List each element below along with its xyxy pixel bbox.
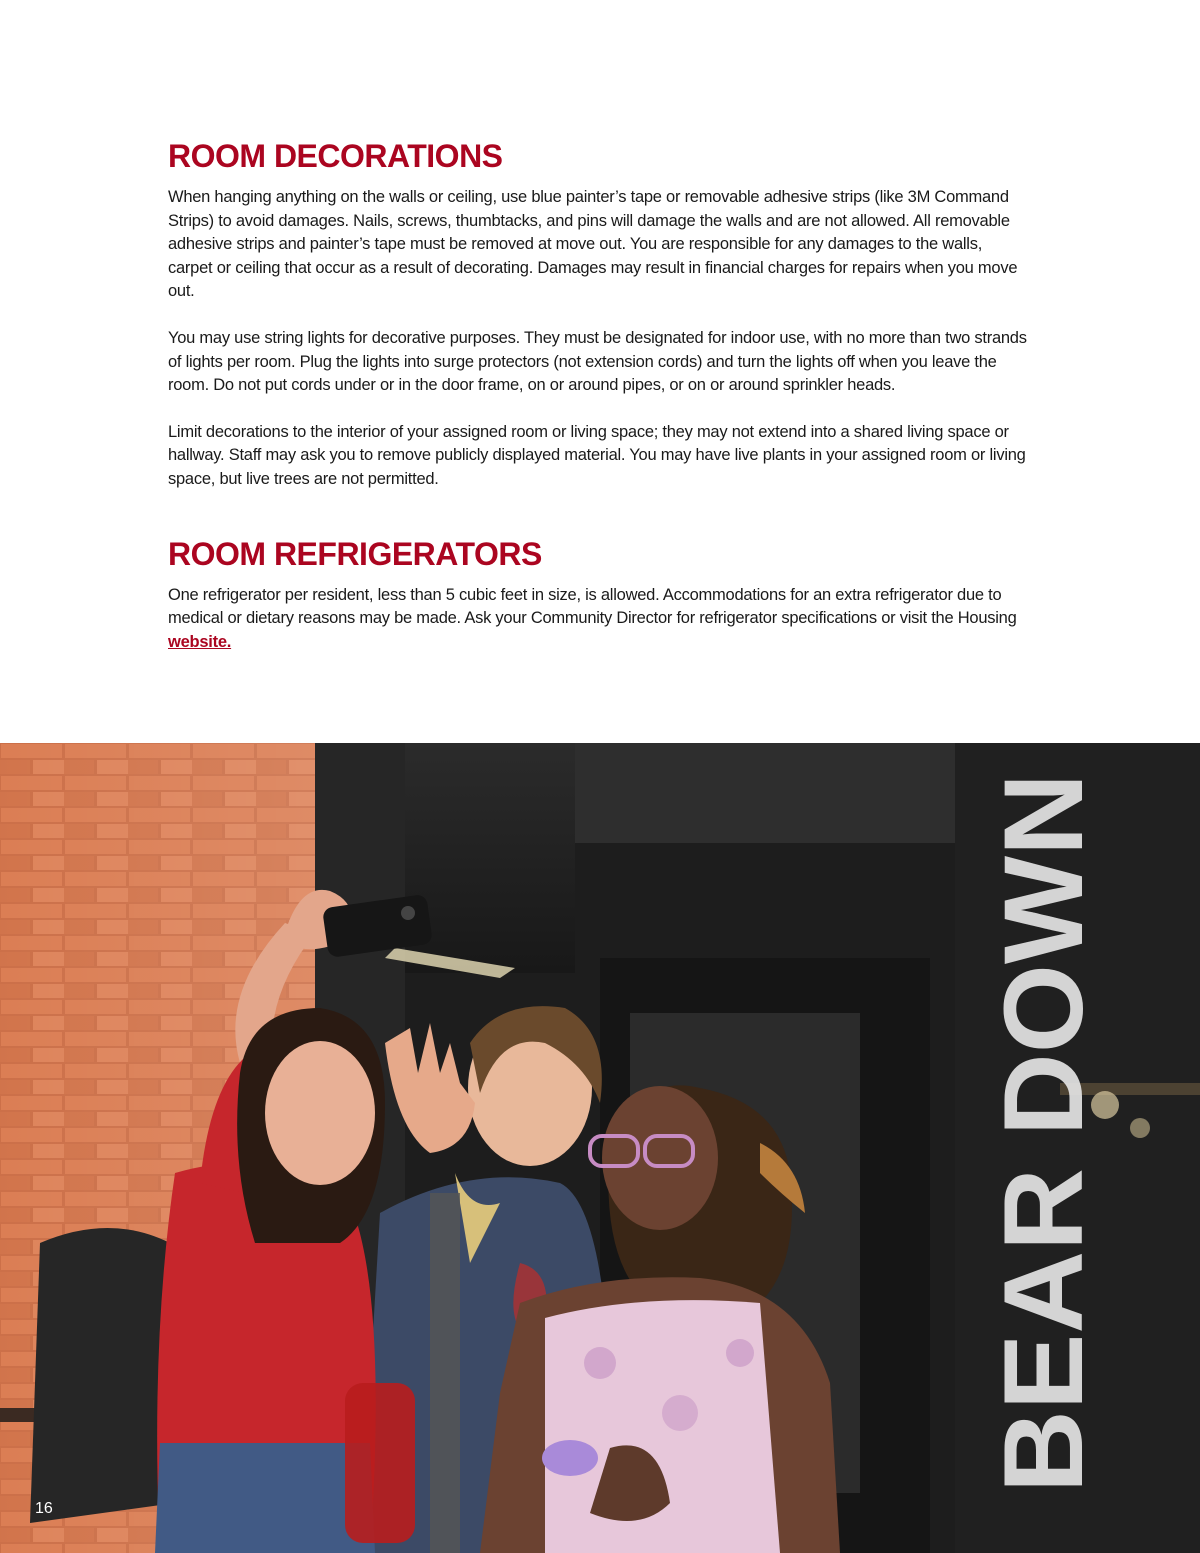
bear-down-sign: BEAR DOWN [981,789,1106,1493]
section-heading-room-refrigerators: ROOM REFRIGERATORS [168,535,542,572]
students-selfie-photo [0,743,1200,1553]
decorations-paragraph-1: When hanging anything on the walls or ceiling, use blue painter’s tape or removable adhesive strips (like 3M Command Strips) to avoid damages. Nails, screws, thumbtacks, and pins will damage the walls and are not allowed. All removable adhesive strips and painter’s tape must be removed at move out. You are responsible for any damages to the walls, carpet or ceiling that occur as a result of decorating. Damages may result in financial charges for repairs when you move out. [168,188,1018,301]
section-heading-room-decorations: ROOM DECORATIONS [168,138,503,174]
decorations-paragraph-2: You may use string lights for decorative purposes. They must be designated for indoor use, with no more than two strands of lights per room. Plug the lights into surge protectors (not extension cords) and turn the lights off when you leave the room. Do not put cords under or in the door frame, on or around pipes, or on or around sprinkler heads. [168,328,1027,395]
housing-website-link[interactable]: website. [168,632,232,651]
decorations-paragraph-3: Limit decorations to the interior of your assigned room or living space; they may not extend into a shared living space or hallway. Staff may ask you to remove publicly displayed material. You may have live plants in your assigned room or living space, but live trees are not permitted. [168,422,1026,488]
page-content [168,132,1028,654]
refrigerators-paragraph [168,584,1028,655]
refrigerators-paragraph-text: One refrigerator per resident, less than 5 cubic feet in size, is allowed. Accommodations for an extra refrigerator due to medical or dietary reasons may be made. Ask your Community Director for refrigerator specifications or visit the Housing [168,585,1017,628]
page-number: 16 [35,1500,53,1517]
